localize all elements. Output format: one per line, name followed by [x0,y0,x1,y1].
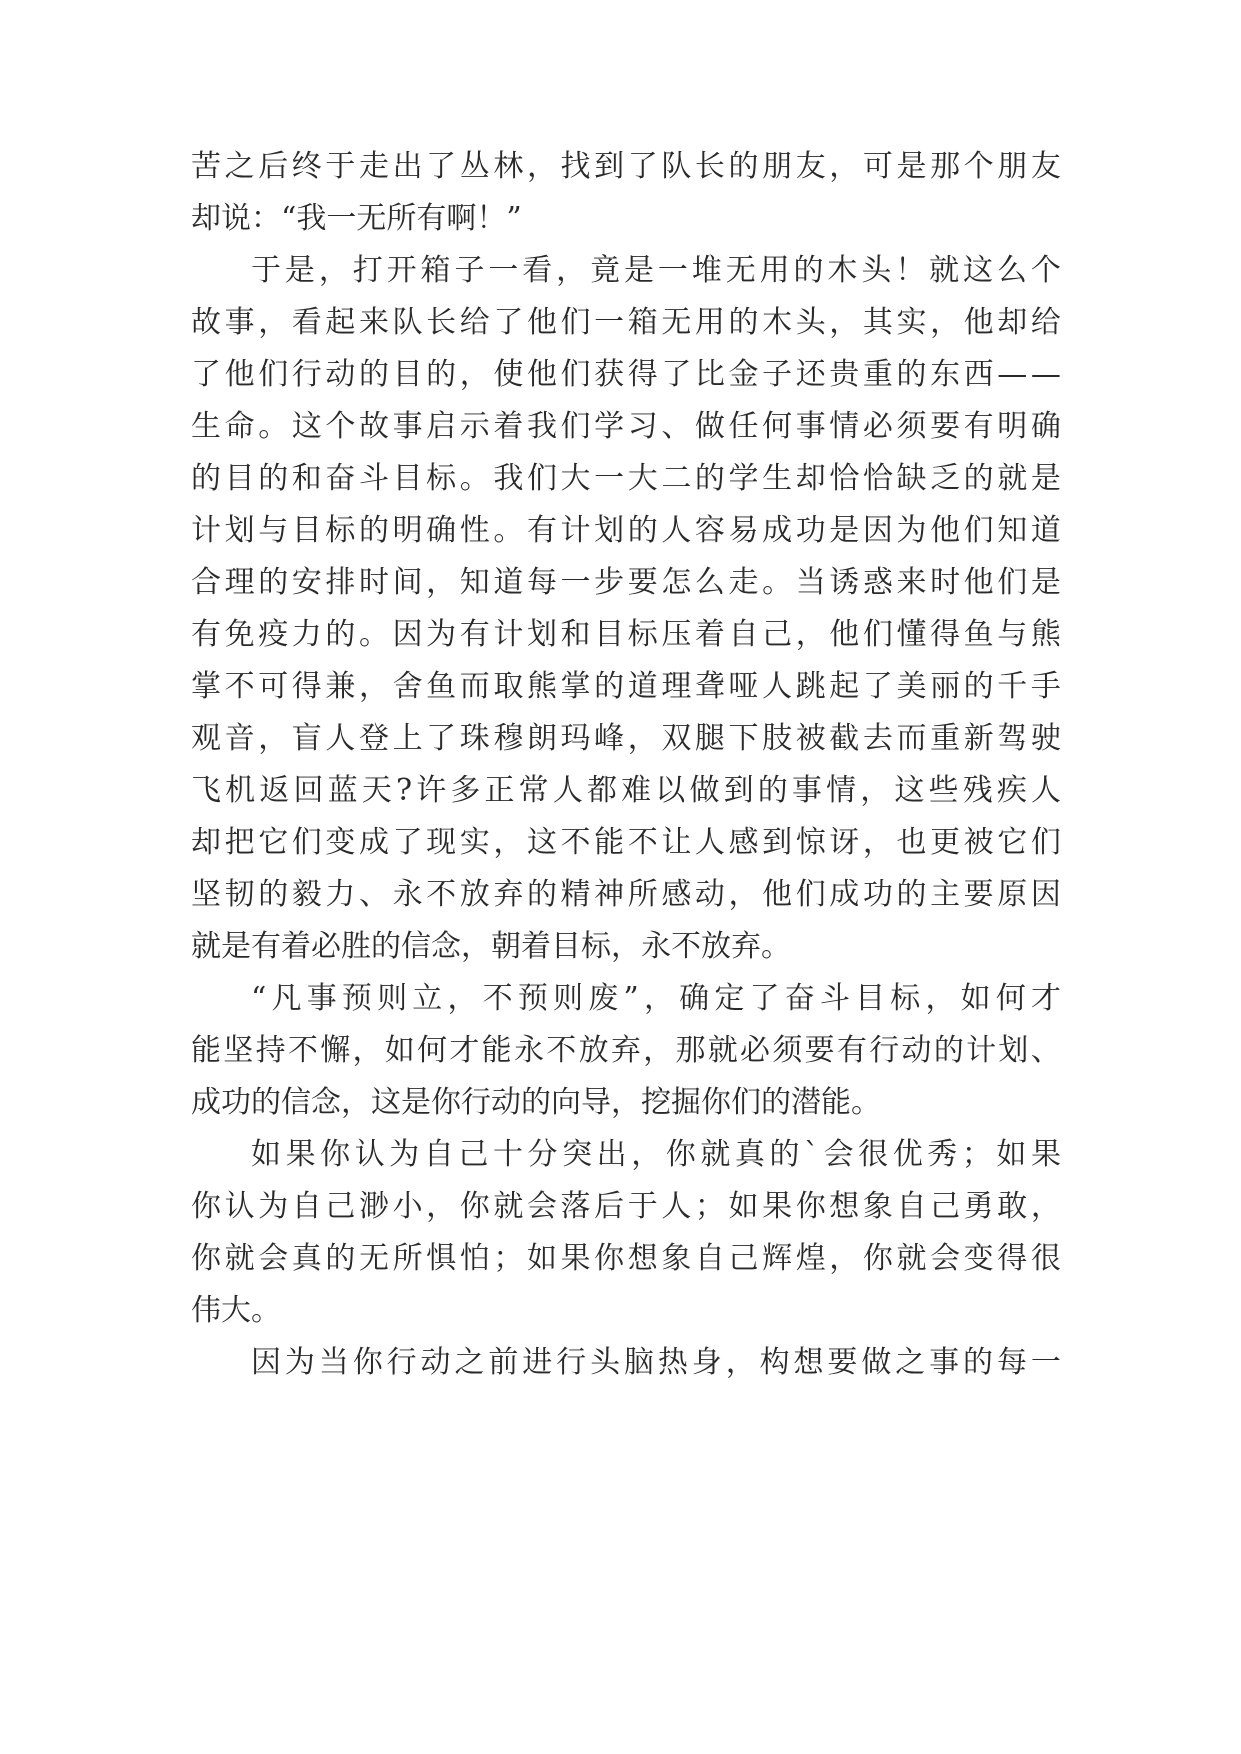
text-line: 有 免 疫 力 的 。 因 为 有 计 划 和 目 标 压 着 自 己 ， 他 们 懂 得 鱼 与 熊 [191,617,1061,652]
text-line: 计 划 与 目 标 的 明 确 性 。 有 计 划 的 人 容 易 成 功 是 因 为 他 们 知 道 [191,513,1061,548]
text-line: 观 音 ， 盲 人 登 上 了 珠 穆 朗 玛 峰 ， 双 腿 下 肢 被 截 去 而 重 新 驾 驶 [191,721,1061,756]
text-line: 的 目 的 和 奋 斗 目 标 。 我 们 大 一 大 二 的 学 生 却 恰 恰 缺 乏 的 就 是 [191,461,1061,496]
text-line: 故 事 ， 看 起 来 队 长 给 了 他 们 一 箱 无 用 的 木 头 ， 其 实 ， 他 却 给 [191,305,1061,340]
text-line: 如 果 你 认 为 自 己 十 分 突 出 ， 你 就 真 的 ` 会 很 优 秀 ； 如 果 [251,1137,1061,1172]
text-line: 了 他 们 行 动 的 目 的 ， 使 他 们 获 得 了 比 金 子 还 贵 重 的 东 西 — — [191,357,1061,392]
text-line: 苦 之 后 终 于 走 出 了 丛 林 ， 找 到 了 队 长 的 朋 友 ， 可 是 那 个 朋 友 [191,149,1061,184]
text-line: 生 命 。 这 个 故 事 启 示 着 我 们 学 习 、 做 任 何 事 情 必 须 要 有 明 确 [191,409,1061,444]
text-line: 却 把 它 们 变 成 了 现 实 ， 这 不 能 不 让 人 感 到 惊 讶 ， 也 更 被 它 们 [191,825,1061,860]
text-line: 你 就 会 真 的 无 所 惧 怕 ； 如 果 你 想 象 自 己 辉 煌 ， 你 就 会 变 得 很 [191,1241,1061,1276]
text-line: 你 认 为 自 己 渺 小 ， 你 就 会 落 后 于 人 ； 如 果 你 想 象 自 己 勇 敢 ， [191,1189,1061,1224]
text-line: 飞 机 返 回 蓝 天 ? 许 多 正 常 人 都 难 以 做 到 的 事 情 ， 这 些 残 疾 人 [191,773,1061,808]
text-line: 于 是 ， 打 开 箱 子 一 看 ， 竟 是 一 堆 无 用 的 木 头 ！ 就 这 么 个 [251,253,1061,288]
text-line: 合 理 的 安 排 时 间 ， 知 道 每 一 步 要 怎 么 走 。 当 诱 惑 来 时 他 们 是 [191,565,1061,600]
text-line: 因 为 当 你 行 动 之 前 进 行 头 脑 热 身 ， 构 想 要 做 之 事 的 每 一 [251,1345,1061,1380]
text-line: 成功的信念，这是你行动的向导，挖掘你们的潜能。 [191,1085,881,1120]
text-line: 掌 不 可 得 兼 ， 舍 鱼 而 取 熊 掌 的 道 理 聋 哑 人 跳 起 了 美 丽 的 千 手 [191,669,1061,704]
text-line: 就是有着必胜的信念，朝着目标，永不放弃。 [191,929,791,964]
text-line: 伟大。 [191,1293,281,1328]
text-line: 坚 韧 的 毅 力 、 永 不 放 弃 的 精 神 所 感 动 ， 他 们 成 功 的 主 要 原 因 [191,877,1061,912]
text-line: 却说：“我一无所有啊！” [191,201,522,236]
text-line: “ 凡 事 预 则 立 ， 不 预 则 废 ” ， 确 定 了 奋 斗 目 标 ， 如 何 才 [251,981,1061,1016]
text-line: 能 坚 持 不 懈 ， 如 何 才 能 永 不 放 弃 ， 那 就 必 须 要 有 行 动 的 计 划 、 [191,1033,1061,1068]
